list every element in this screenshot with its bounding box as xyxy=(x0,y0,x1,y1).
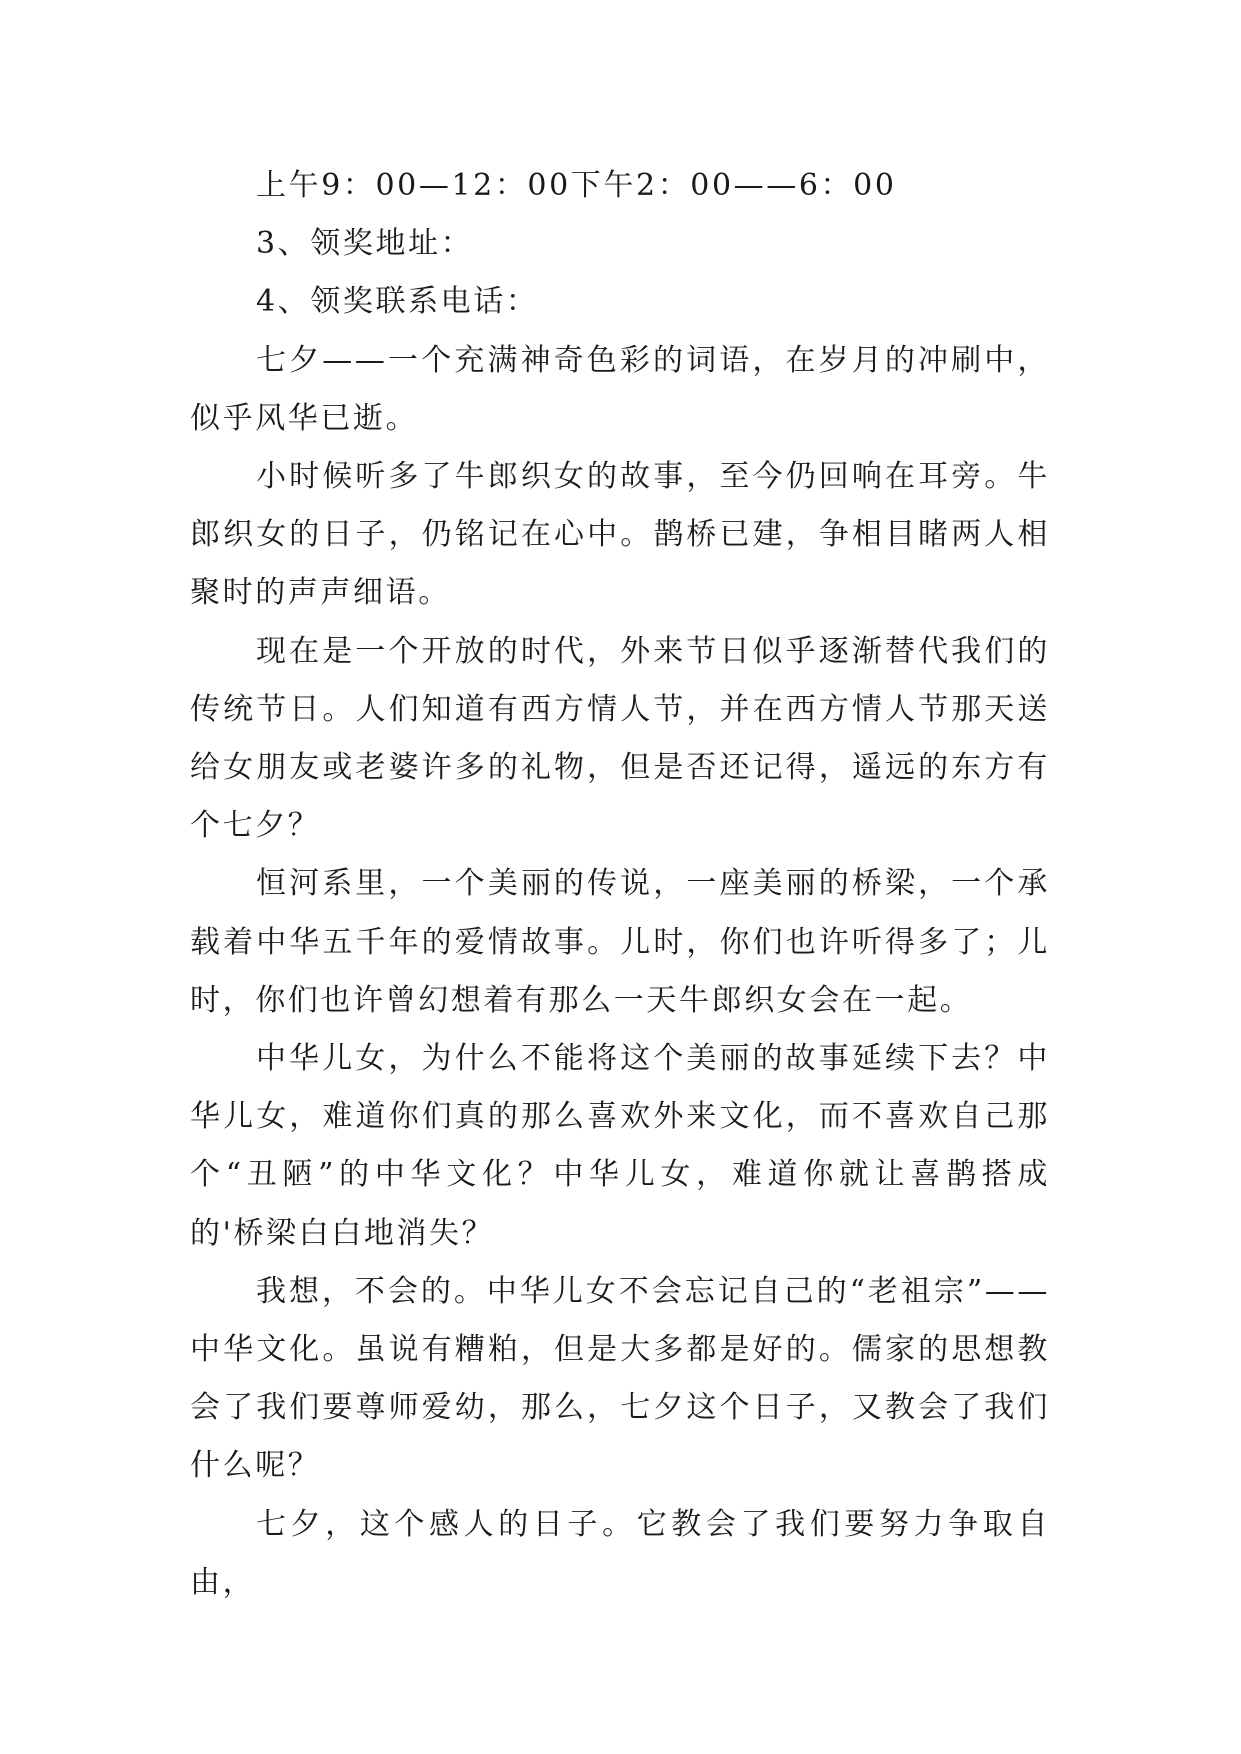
paragraph-qixi-intro: 七夕——一个充满神奇色彩的词语，在岁月的冲刷中，似乎风华已逝。 xyxy=(190,342,1050,436)
paragraph-childhood: 小时候听多了牛郎织女的故事，至今仍回响在耳旁。牛郎织女的日子，仍铭记在心中。鹊桥已建，争相目睹两人相聚时的声声细语。 xyxy=(190,459,1050,611)
document-body xyxy=(190,157,1050,1612)
paragraph-address: 3、领奖地址： xyxy=(256,226,474,262)
paragraph-culture: 我想，不会的。中华儿女不会忘记自己的“老祖宗”——中华文化。虽说有糟粕，但是大多都是好的。儒家的思想教会了我们要尊师爱幼，那么，七夕这个日子，又教会了我们什么呢？ xyxy=(190,1273,1050,1484)
paragraph-open-era: 现在是一个开放的时代，外来节日似乎逐渐替代我们的传统节日。人们知道有西方情人节，并在西方情人节那天送给女朋友或老婆许多的礼物，但是否还记得，遥远的东方有个七夕？ xyxy=(190,633,1050,844)
paragraph-chinese-children: 中华儿女，为什么不能将这个美丽的故事延续下去？中华儿女，难道你们真的那么喜欢外来文化，而不喜欢自己那个“丑陋”的中华文化？中华儿女，难道你就让喜鹊搭成的'桥梁白白地消失？ xyxy=(190,1041,1050,1251)
paragraph-freedom: 七夕，这个感人的日子。它教会了我们要努力争取自由， xyxy=(190,1506,1050,1600)
paragraph-time: 上午9：00—12：00下午2：00——6：00 xyxy=(256,168,897,203)
paragraph-phone: 4、领奖联系电话： xyxy=(256,284,539,320)
paragraph-legend: 恒河系里，一个美丽的传说，一座美丽的桥梁，一个承载着中华五千年的爱情故事。儿时，你们也许听得多了；儿时，你们也许曾幻想着有那么一天牛郎织女会在一起。 xyxy=(190,866,1050,1018)
